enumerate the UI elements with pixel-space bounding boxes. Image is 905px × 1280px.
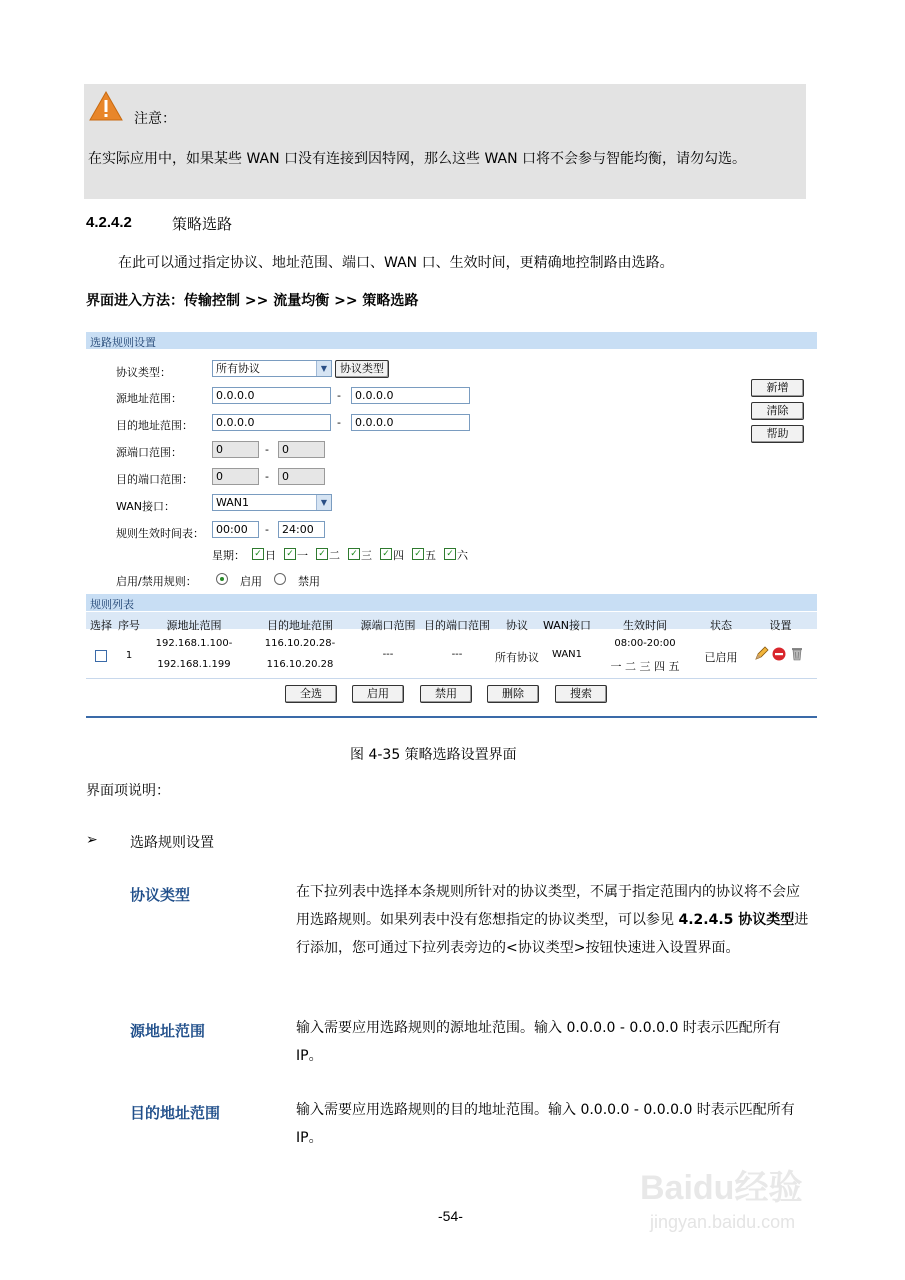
dst-port-label: 目的端口范围： xyxy=(116,473,193,486)
row-weekdays: 一 二 三 四 五 xyxy=(610,660,680,673)
row-src-addr-end: 192.168.1.199 xyxy=(157,659,231,670)
enable-option-label: 启用 xyxy=(240,575,262,588)
term-src-addr: 源地址范围 xyxy=(130,1022,206,1040)
entry-path: 界面进入方法：传输控制 >> 流量均衡 >> 策略选路 xyxy=(86,293,419,309)
desc-protocol-type xyxy=(296,878,810,962)
row-dst-addr-end: 116.10.20.28 xyxy=(266,659,334,670)
watermark-logo: Baidu经验 xyxy=(640,1169,803,1207)
chevron-down-icon: ▼ xyxy=(316,361,331,376)
schedule-label: 规则生效时间表： xyxy=(116,527,204,540)
desc-text: 进行添加，您可通过下拉列表旁边的<协议类型>按钮快速进入设置界面。 xyxy=(296,912,809,956)
src-port-from-input[interactable]: 0 xyxy=(212,441,259,458)
range-dash: - xyxy=(265,523,269,536)
range-dash: - xyxy=(337,389,341,402)
src-port-label: 源端口范围： xyxy=(116,446,182,459)
help-button[interactable]: 帮助 xyxy=(751,425,804,443)
wan-label: WAN接口： xyxy=(116,500,176,513)
row-index: 1 xyxy=(125,650,133,661)
time-from-input[interactable]: 00:00 xyxy=(212,521,259,538)
desc-link-text: 4.2.4.5 协议类型 xyxy=(678,912,795,928)
dst-addr-to-input[interactable]: 0.0.0.0 xyxy=(351,414,470,431)
chevron-down-icon: ▼ xyxy=(316,495,331,510)
desc-src-addr: 输入需要应用选路规则的源地址范围。输入 0.0.0.0 - 0.0.0.0 时表示匹配所有 IP。 xyxy=(296,1020,781,1064)
delete-icon[interactable] xyxy=(790,645,804,661)
time-to-input[interactable]: 24:00 xyxy=(278,521,325,538)
src-addr-to-input[interactable]: 0.0.0.0 xyxy=(351,387,470,404)
column-header: 选择 xyxy=(90,619,112,632)
disable-button[interactable]: 禁用 xyxy=(420,685,472,703)
panel-bottom-border xyxy=(86,716,817,718)
row-src-port: --- xyxy=(382,649,394,660)
weekday-label: 四 xyxy=(393,549,404,562)
section-number: 4.2.4.2 xyxy=(86,214,132,231)
figure-caption: 图 4-35 策略选路设置界面 xyxy=(350,747,517,763)
column-header: 序号 xyxy=(118,619,140,632)
weekday-label: 五 xyxy=(425,549,436,562)
enable-label: 启用/禁用规则： xyxy=(116,575,197,588)
column-header: WAN接口 xyxy=(542,619,592,632)
column-header: 生效时间 xyxy=(623,619,667,632)
weekday-checkbox-mon[interactable]: ✓ xyxy=(284,548,296,560)
bullet-marker: ➢ xyxy=(86,832,98,848)
page-number: -54- xyxy=(438,1208,463,1224)
term-protocol-type: 协议类型 xyxy=(130,886,191,904)
column-header: 源地址范围 xyxy=(166,619,222,632)
dst-port-to-input[interactable]: 0 xyxy=(278,468,325,485)
explain-heading: 界面项说明： xyxy=(86,783,170,799)
policy-routing-panel xyxy=(86,332,817,718)
term-dst-addr: 目的地址范围 xyxy=(130,1104,221,1122)
section-title: 策略选路 xyxy=(172,215,233,233)
column-header: 协议 xyxy=(506,619,528,632)
weekday-label: 六 xyxy=(457,549,468,562)
note-box xyxy=(84,84,806,199)
column-header: 设置 xyxy=(769,619,792,632)
disable-option-label: 禁用 xyxy=(298,575,320,588)
weekday-checkbox-sun[interactable]: ✓ xyxy=(252,548,264,560)
src-port-to-input[interactable]: 0 xyxy=(278,441,325,458)
weekday-checkbox-tue[interactable]: ✓ xyxy=(316,548,328,560)
select-all-button[interactable]: 全选 xyxy=(285,685,337,703)
weekday-label: 日 xyxy=(265,549,276,562)
rule-list-bar xyxy=(86,594,817,611)
wan-select[interactable] xyxy=(212,494,332,511)
enable-radio[interactable] xyxy=(216,573,228,585)
disable-radio[interactable] xyxy=(274,573,286,585)
desc-text: 在下拉列表中选择本条规则所针对的协议类型，不属于指定范围内的协议将不会应用选路规则。如果列表中没有您想指定的协议类型，可以参见 xyxy=(296,884,800,928)
section-intro: 在此可以通过指定协议、地址范围、端口、WAN 口、生效时间，更精确地控制路由选路。 xyxy=(118,255,674,271)
range-dash: - xyxy=(265,470,269,483)
dst-addr-label: 目的地址范围： xyxy=(116,419,193,432)
search-button[interactable]: 搜索 xyxy=(555,685,607,703)
weekday-checkbox-wed[interactable]: ✓ xyxy=(348,548,360,560)
weekday-checkbox-thu[interactable]: ✓ xyxy=(380,548,392,560)
rule-list-title: 规则列表 xyxy=(90,598,134,611)
clear-button[interactable]: 清除 xyxy=(751,402,804,420)
row-select-checkbox[interactable] xyxy=(95,650,107,662)
rule-settings-bar xyxy=(86,332,817,349)
desc-dst-addr: 输入需要应用选路规则的目的地址范围。输入 0.0.0.0 - 0.0.0.0 时表示匹配所有 IP。 xyxy=(296,1102,795,1146)
watermark-url: jingyan.baidu.com xyxy=(650,1212,796,1232)
range-dash: - xyxy=(265,443,269,456)
src-addr-from-input[interactable]: 0.0.0.0 xyxy=(212,387,331,404)
weekday-checkbox-fri[interactable]: ✓ xyxy=(412,548,424,560)
bullet-heading: 选路规则设置 xyxy=(130,835,214,851)
weekday-label: 一 xyxy=(297,549,308,562)
range-dash: - xyxy=(337,416,341,429)
weekday-checkbox-sat[interactable]: ✓ xyxy=(444,548,456,560)
dst-addr-from-input[interactable]: 0.0.0.0 xyxy=(212,414,331,431)
add-button[interactable]: 新增 xyxy=(751,379,804,397)
row-protocol: 所有协议 xyxy=(495,651,539,664)
protocol-value: 所有协议 xyxy=(216,362,260,375)
row-src-addr-start: 192.168.1.100- xyxy=(155,638,233,649)
disable-icon[interactable] xyxy=(772,647,786,661)
warning-icon xyxy=(88,90,124,122)
column-header: 目的端口范围 xyxy=(424,619,490,632)
column-header: 状态 xyxy=(710,619,732,632)
note-body: 在实际应用中，如果某些 WAN 口没有连接到因特网，那么这些 WAN 口将不会参与智能均衡，请勿勾选。 xyxy=(88,151,747,167)
edit-icon[interactable] xyxy=(753,646,769,662)
protocol-type-button[interactable]: 协议类型 xyxy=(335,360,389,378)
row-dst-port: --- xyxy=(451,649,463,660)
weekday-label: 三 xyxy=(361,549,372,562)
src-addr-label: 源地址范围： xyxy=(116,392,182,405)
wan-value: WAN1 xyxy=(216,496,250,509)
weekday-label: 二 xyxy=(329,549,340,562)
rule-settings-title: 选路规则设置 xyxy=(90,336,156,349)
week-label: 星期： xyxy=(212,549,245,562)
protocol-select[interactable] xyxy=(212,360,332,377)
delete-button[interactable]: 删除 xyxy=(487,685,539,703)
dst-port-from-input[interactable]: 0 xyxy=(212,468,259,485)
enable-button[interactable]: 启用 xyxy=(352,685,404,703)
column-header: 源端口范围 xyxy=(360,619,416,632)
column-header: 目的地址范围 xyxy=(267,619,333,632)
note-title: 注意： xyxy=(134,111,176,127)
row-time: 08:00-20:00 xyxy=(614,638,676,649)
row-status: 已启用 xyxy=(704,651,738,664)
row-wan: WAN1 xyxy=(551,649,583,660)
row-dst-addr-start: 116.10.20.28- xyxy=(264,638,336,649)
protocol-label: 协议类型： xyxy=(116,366,171,379)
